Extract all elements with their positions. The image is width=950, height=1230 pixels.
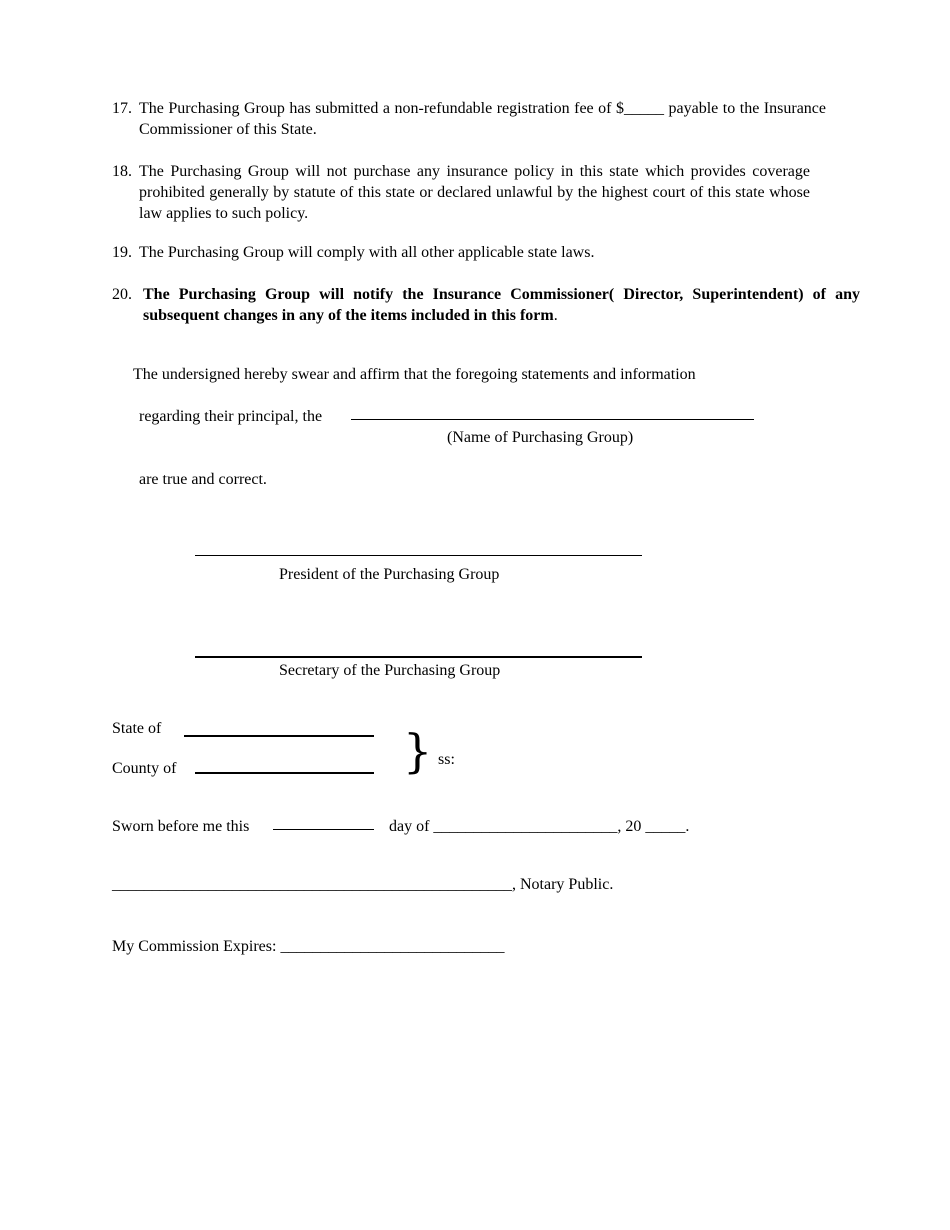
item-number: 19. (112, 244, 132, 261)
commission-expires-line: My Commission Expires: ____________________________ (112, 938, 505, 955)
notary-public-line: __________________________________________________, Notary Public. (112, 876, 614, 893)
president-caption: President of the Purchasing Group (279, 566, 500, 583)
sworn-day-line[interactable] (273, 829, 374, 830)
item-number: 20. (112, 286, 132, 303)
item-number: 17. (112, 100, 132, 117)
secretary-caption: Secretary of the Purchasing Group (279, 662, 501, 679)
sworn-prefix: Sworn before me this (112, 818, 250, 835)
ss-label: ss: (438, 751, 455, 768)
purchasing-group-name-line[interactable] (351, 419, 754, 420)
affirmation-line-3: are true and correct. (139, 471, 267, 488)
item-text (112, 284, 860, 326)
county-label: County of (112, 760, 177, 777)
state-input-line[interactable] (184, 735, 374, 737)
state-label: State of (112, 720, 162, 737)
brace-symbol: } (403, 724, 433, 778)
item-text: The Purchasing Group has submitted a non-refundable registration fee of $_____ payable to the Insurance Commissioner of this State. (139, 100, 826, 138)
county-input-line[interactable] (195, 772, 374, 774)
item-text: The Purchasing Group will comply with all other applicable state laws. (139, 244, 595, 261)
item-text-bold: The Purchasing Group will notify the Insurance Commissioner( Director, Superintendent) of any subsequent changes in any of the items included in this form (143, 286, 860, 324)
item-text-tail: . (553, 307, 558, 324)
president-signature-line[interactable] (195, 555, 642, 556)
item-18 (112, 161, 810, 224)
secretary-signature-line[interactable] (195, 656, 642, 658)
item-19 (112, 242, 826, 263)
affirmation-line-1: The undersigned hereby swear and affirm that the foregoing statements and information (133, 366, 696, 383)
item-20 (112, 284, 860, 326)
sworn-middle: day of _______________________, 20 _____. (389, 818, 690, 835)
affirmation-line-2: regarding their principal, the (139, 408, 323, 425)
item-17 (112, 98, 826, 140)
name-caption: (Name of Purchasing Group) (447, 429, 634, 446)
item-number: 18. (112, 163, 132, 180)
item-text: The Purchasing Group will not purchase any insurance policy in this state which provides coverage prohibited generally by statute of this state or declared unlawful by the highest court of this state whose law applies to such policy. (139, 163, 810, 222)
